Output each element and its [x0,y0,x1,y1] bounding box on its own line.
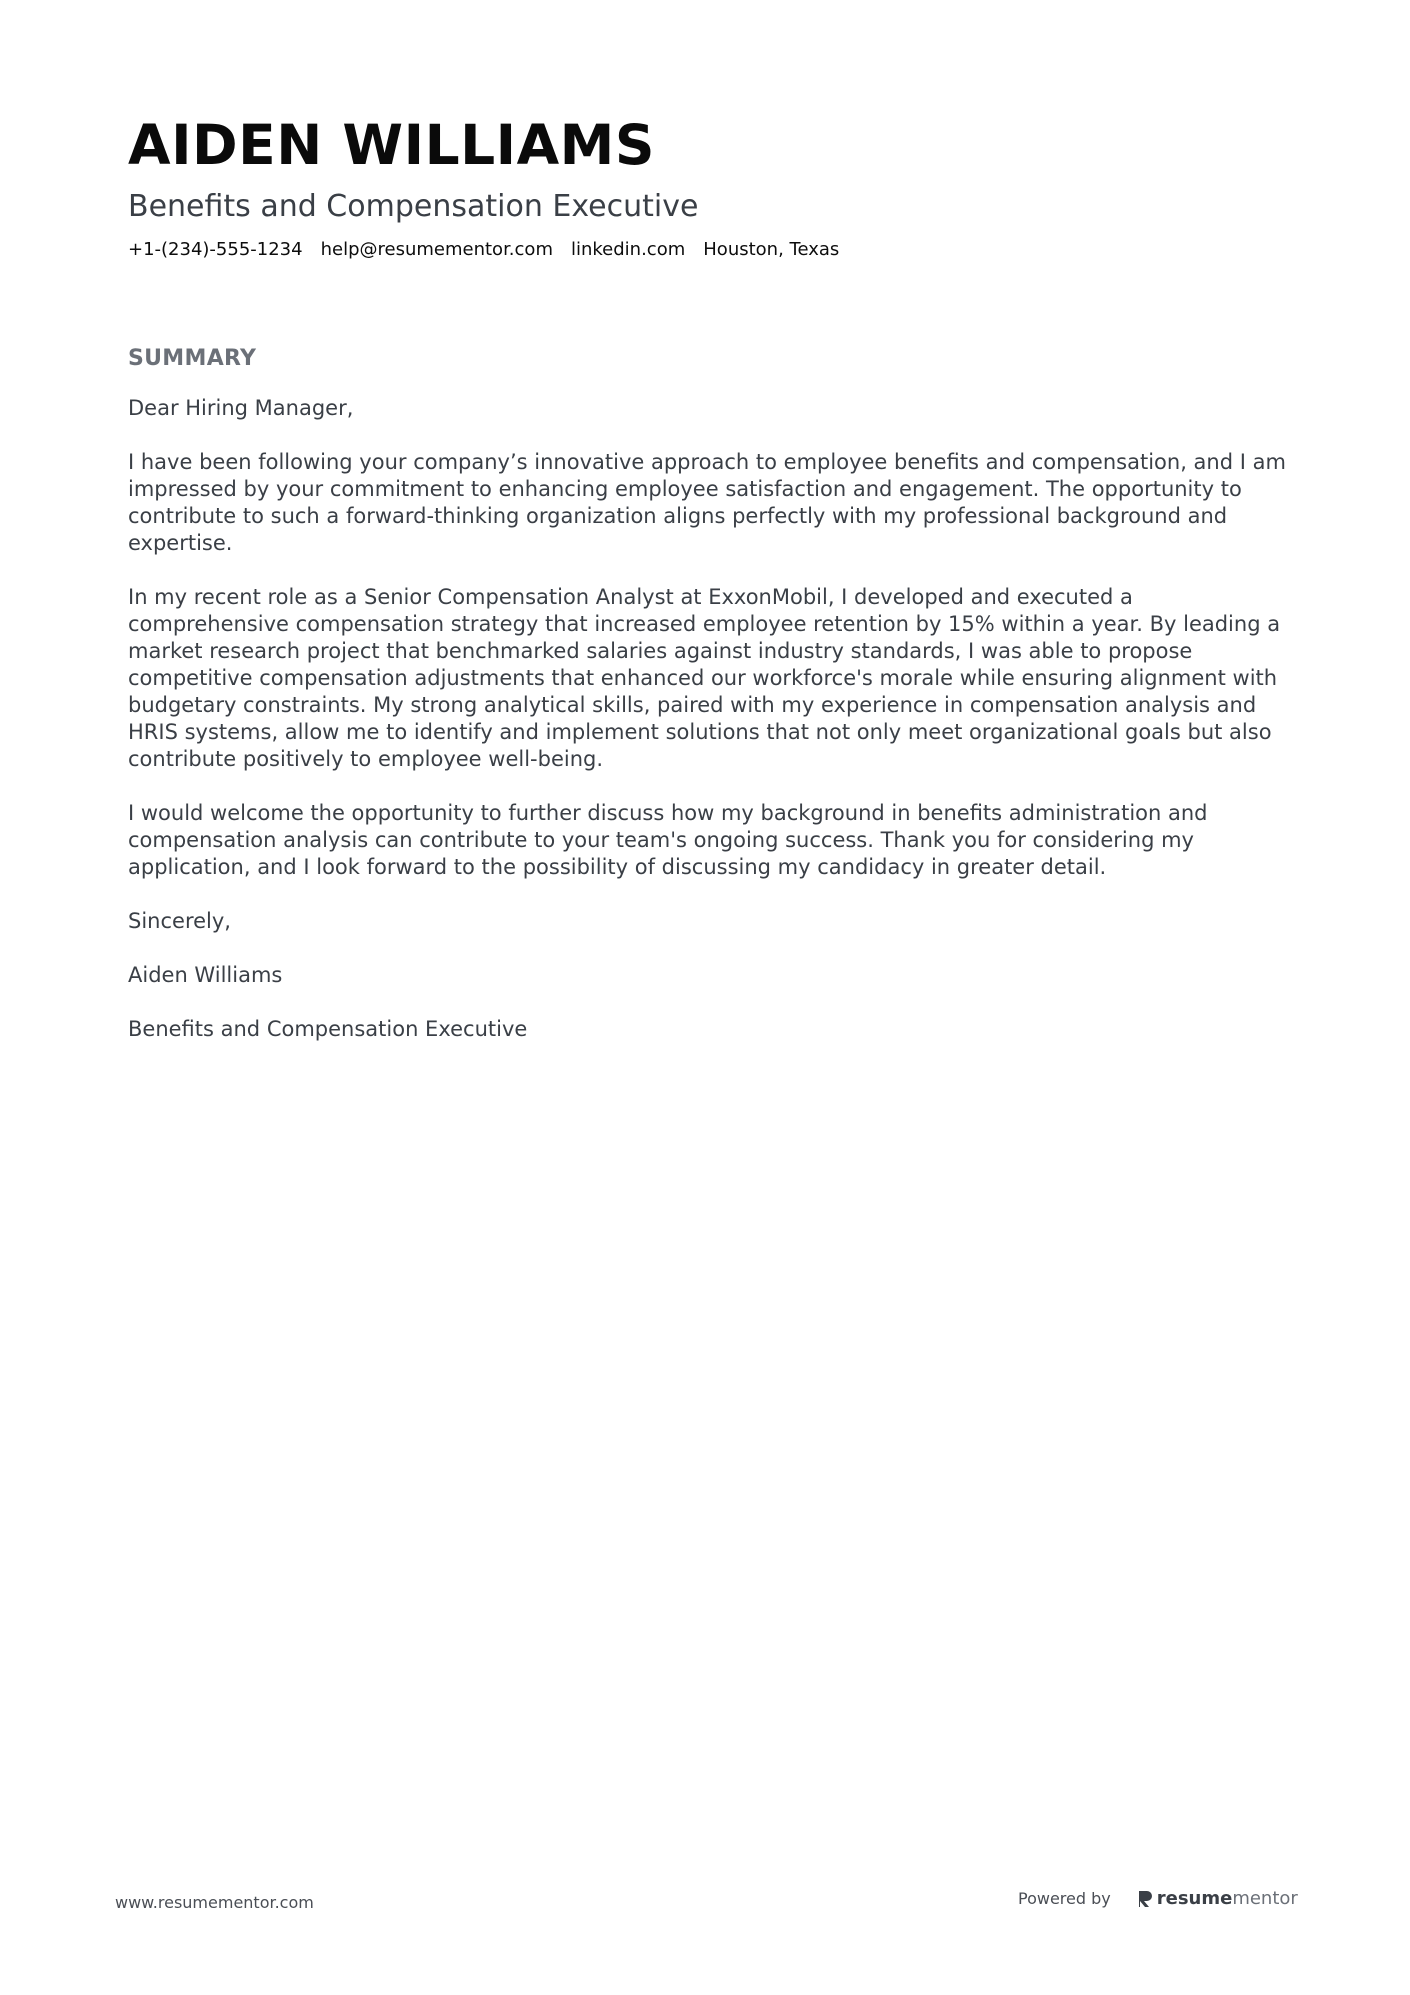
contact-phone: +1-(234)-555-1234 [128,239,303,260]
contact-info [128,237,1308,263]
brand-logo[interactable] [1137,1888,1298,1909]
contact-linkedin: linkedin.com [570,239,686,260]
brand-name-bold: resume [1156,1888,1233,1909]
candidate-name: AIDEN WILLIAMS [128,113,656,177]
letter-paragraph: I would welcome the opportunity to further discuss how my background in benefits administration and compensation analysis can contribute to your team's ongoing success. Thank you for considering my application, and I look forward to the possibility of discussing my candidacy in greater detail. [128,801,1208,879]
brand-name-light: mentor [1232,1888,1298,1909]
letter-body [128,395,1298,1043]
signature-name: Aiden Williams [128,963,283,987]
section-heading: SUMMARY [128,346,257,371]
signature-title: Benefits and Compensation Executive [128,1017,528,1041]
contact-email: help@resumementor.com [320,239,553,260]
resumementor-logo-icon [1137,1889,1153,1909]
summary-section [128,343,1298,1070]
candidate-title: Benefits and Compensation Executive [128,189,699,224]
powered-by-label: Powered by [1018,1889,1111,1908]
header [128,108,1308,263]
footer-brand [1018,1888,1298,1909]
letter-greeting: Dear Hiring Manager, [128,396,354,420]
letter-paragraph: In my recent role as a Senior Compensation Analyst at ExxonMobil, I developed and executed a comprehensive compensation strategy that increased employee retention by 15% within a year. By leading a market research project that benchmarked salaries against industry standards, I was able to propose competitive compensation adjustments that enhanced our workforce's morale while ensuring alignment with budgetary constraints. My strong analytical skills, paired with my experience in compensation analysis and HRIS systems, allow me to identify and implement solutions that not only meet organizational goals but also contribute positively to employee well-being. [128,585,1281,771]
letter-closing: Sincerely, [128,909,231,933]
footer-website[interactable]: www.resumementor.com [115,1893,314,1912]
contact-location: Houston, Texas [703,239,840,260]
letter-paragraph: I have been following your company’s innovative approach to employee benefits and compensation, and I am impressed by your commitment to enhancing employee satisfaction and engagement. The opportunity to contribute to such a forward-thinking organization aligns perfectly with my professional background and expertise. [128,450,1286,555]
